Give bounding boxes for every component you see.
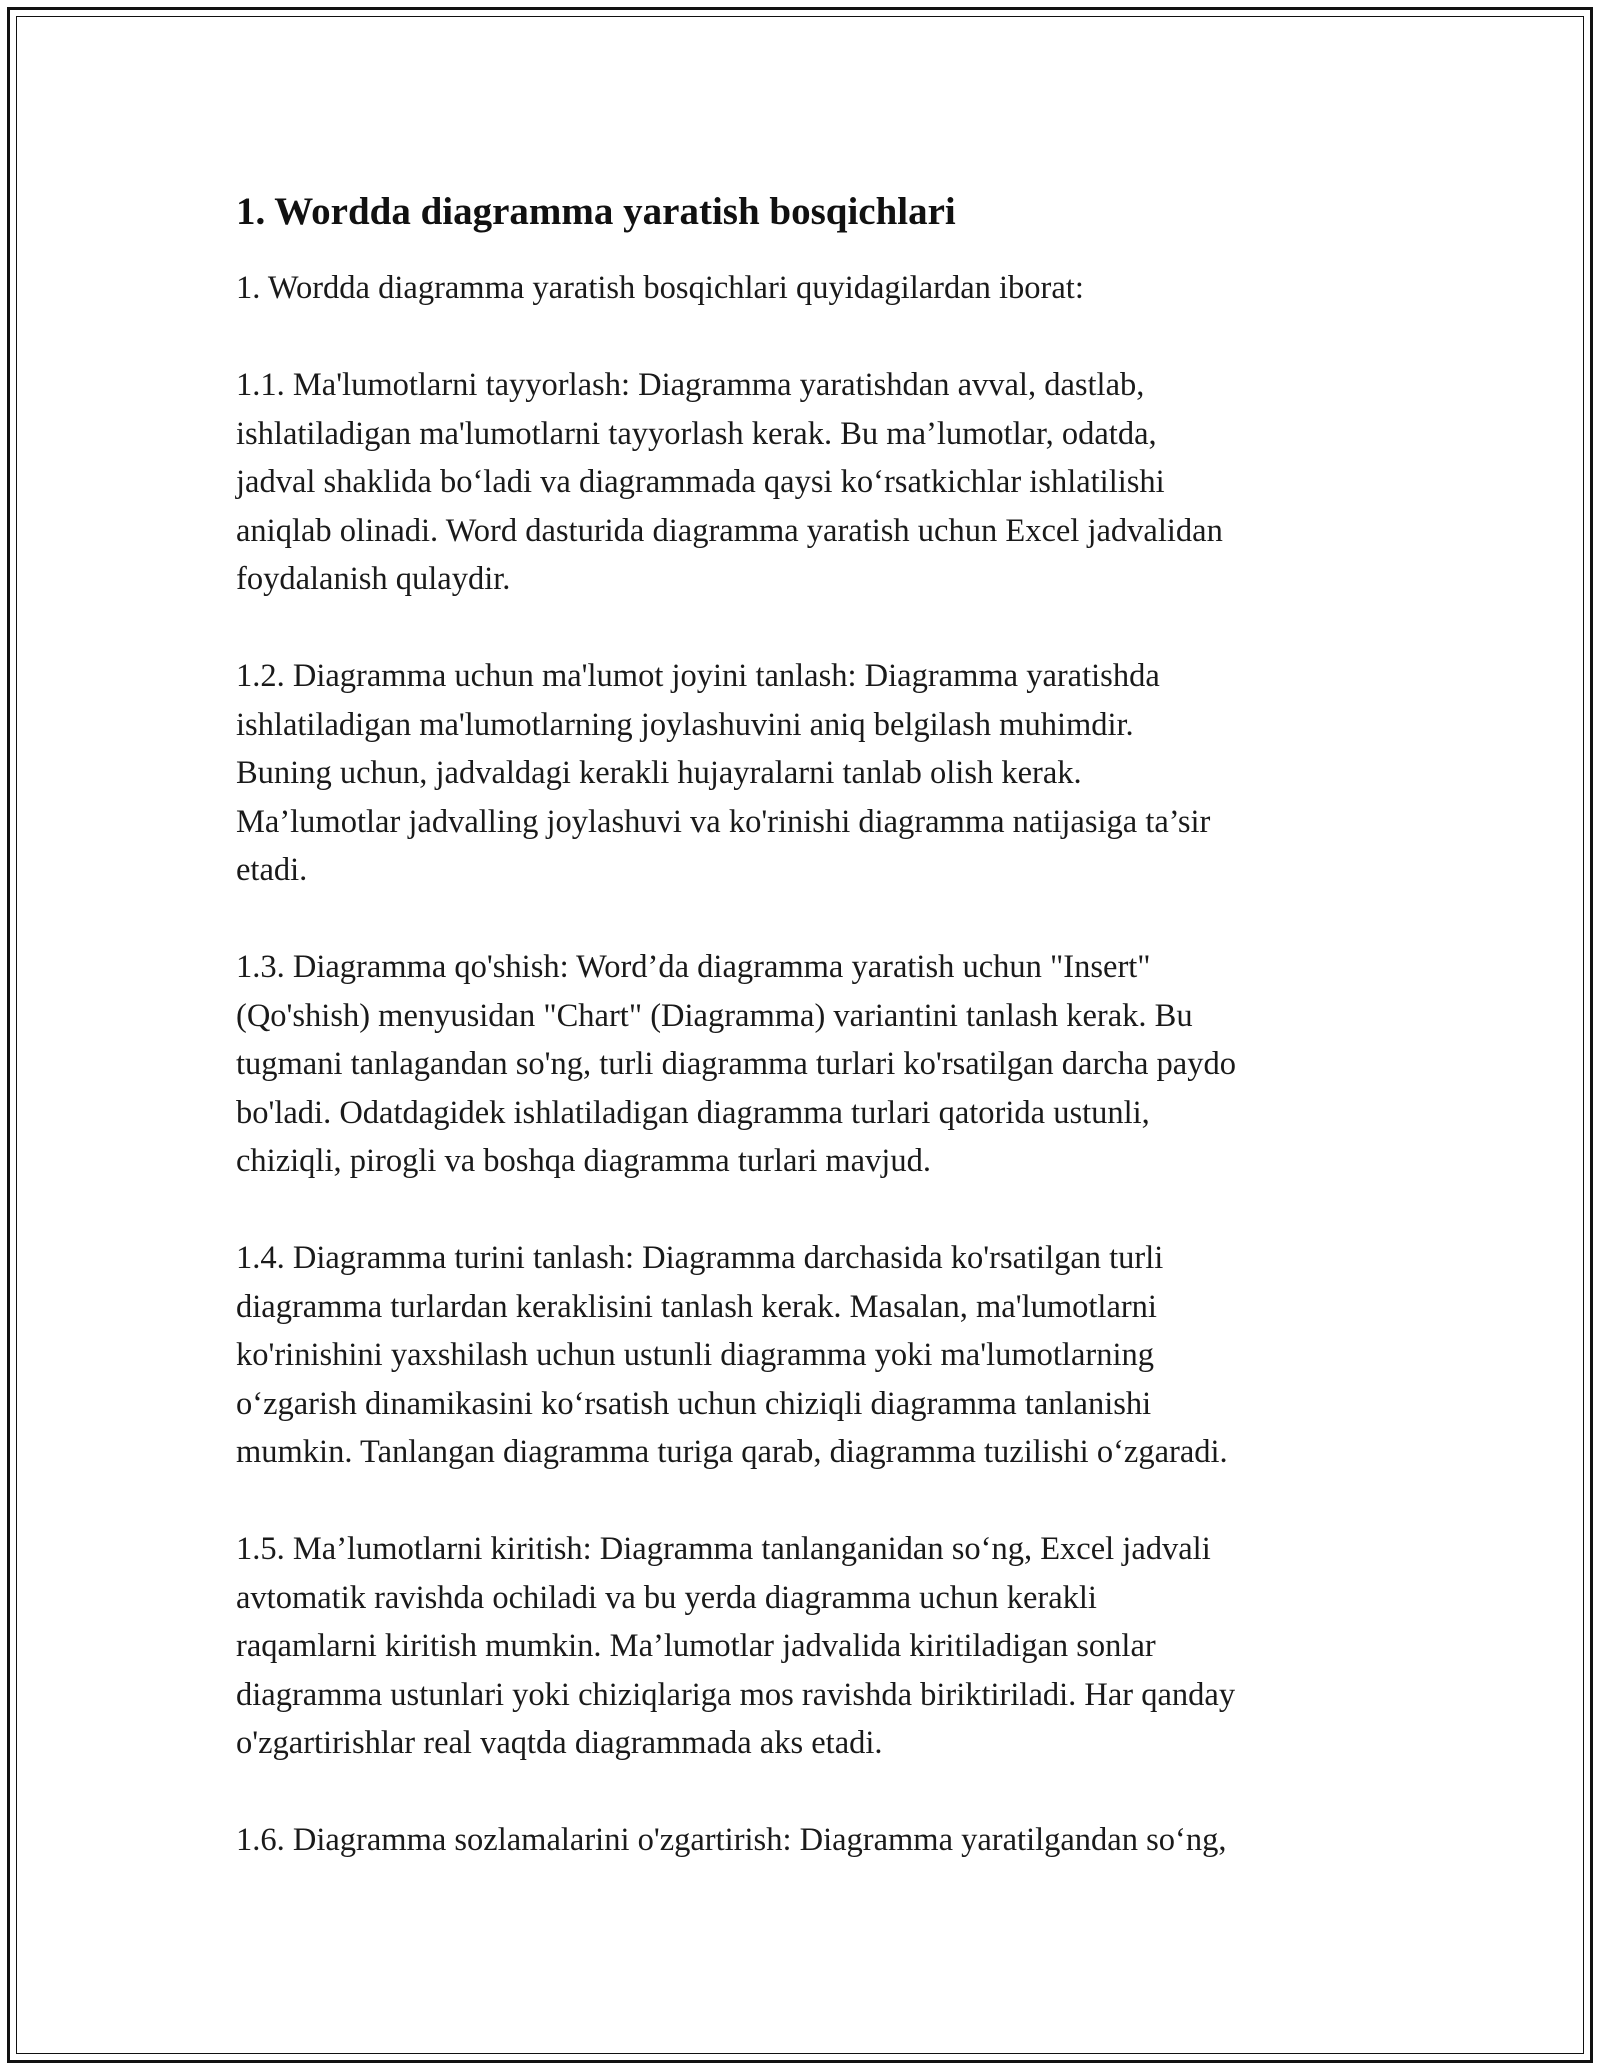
paragraph-1-6 (236, 1816, 1396, 1865)
text-line: (Qo'shish) menyusidan "Chart" (Diagramma) variantini tanlash kerak. Bu (236, 997, 1193, 1034)
text-line: avtomatik ravishda ochiladi va bu yerda diagramma uchun kerakli (236, 1579, 1097, 1616)
text-line: Buning uchun, jadvaldagi kerakli hujayralarni tanlab olish kerak. (236, 755, 1082, 791)
text-line: 1. Wordda diagramma yaratish bosqichlari quyidagilardan iborat: (236, 270, 1084, 306)
text-line: ishlatiladigan ma'lumotlarning joylashuvini aniq belgilash muhimdir. (236, 706, 1134, 743)
text-line: mumkin. Tanlangan diagramma turiga qarab, diagramma tuzilishi o‘zgaradi. (236, 1434, 1228, 1470)
text-line: o‘zgarish dinamikasini ko‘rsatish uchun chiziqli diagramma tanlanishi (236, 1385, 1152, 1422)
text-line: Ma’lumotlar jadvalling joylashuvi va ko'rinishi diagramma natijasiga ta’sir (236, 803, 1211, 840)
text-line: 1.2. Diagramma uchun ma'lumot joyini tanlash: Diagramma yaratishda (236, 658, 1160, 694)
text-line: 1.3. Diagramma qo'shish: Word’da diagramma yaratish uchun "Insert" (236, 949, 1151, 985)
text-line: etadi. (236, 852, 308, 888)
paragraph-1-4 (236, 1234, 1396, 1477)
text-line: o'zgartirishlar real vaqtda diagrammada aks etadi. (236, 1725, 883, 1761)
text-line: 1.4. Diagramma turini tanlash: Diagramma darchasida ko'rsatilgan turli (236, 1240, 1164, 1276)
text-line: ishlatiladigan ma'lumotlarni tayyorlash kerak. Bu ma’lumotlar, odatda, (236, 415, 1157, 452)
section-heading: 1. Wordda diagramma yaratish bosqichlari (236, 190, 956, 233)
text-line: 1.6. Diagramma sozlamalarini o'zgartirish: Diagramma yaratilgandan so‘ng, (236, 1822, 1227, 1858)
text-line: chiziqli, pirogli va boshqa diagramma turlari mavjud. (236, 1143, 931, 1179)
paragraph-1-5 (236, 1525, 1396, 1768)
text-line: bo'ladi. Odatdagidek ishlatiladigan diagramma turlari qatorida ustunli, (236, 1094, 1150, 1131)
text-line: tugmani tanlagandan so'ng, turli diagramma turlari ko'rsatilgan darcha paydo (236, 1046, 1236, 1082)
paragraph-1-2 (236, 652, 1396, 895)
text-line: ko'rinishini yaxshilash uchun ustunli diagramma yoki ma'lumotlarning (236, 1337, 1154, 1373)
document-body (236, 186, 1396, 1913)
paragraph-1-1 (236, 361, 1396, 604)
text-line: foydalanish qulaydir. (236, 561, 511, 597)
text-line: diagramma ustunlari yoki chiziqlariga mos ravishda biriktiriladi. Har qanday (236, 1676, 1236, 1713)
text-line: 1.5. Ma’lumotlarni kiritish: Diagramma tanlanganidan so‘ng, Excel jadvali (236, 1531, 1211, 1567)
text-line: jadval shaklida bo‘ladi va diagrammada qaysi ko‘rsatkichlar ishlatilishi (236, 464, 1165, 500)
text-line: aniqlab olinadi. Word dasturida diagramma yaratish uchun Excel jadvalidan (236, 512, 1223, 549)
paragraph-intro (236, 264, 1396, 313)
text-line: 1.1. Ma'lumotlarni tayyorlash: Diagramma yaratishdan avval, dastlab, (236, 367, 1145, 403)
text-line: diagramma turlardan keraklisini tanlash kerak. Masalan, ma'lumotlarni (236, 1288, 1157, 1325)
paragraph-1-3 (236, 943, 1396, 1186)
text-line: raqamlarni kiritish mumkin. Ma’lumotlar jadvalida kiritiladigan sonlar (236, 1628, 1156, 1664)
